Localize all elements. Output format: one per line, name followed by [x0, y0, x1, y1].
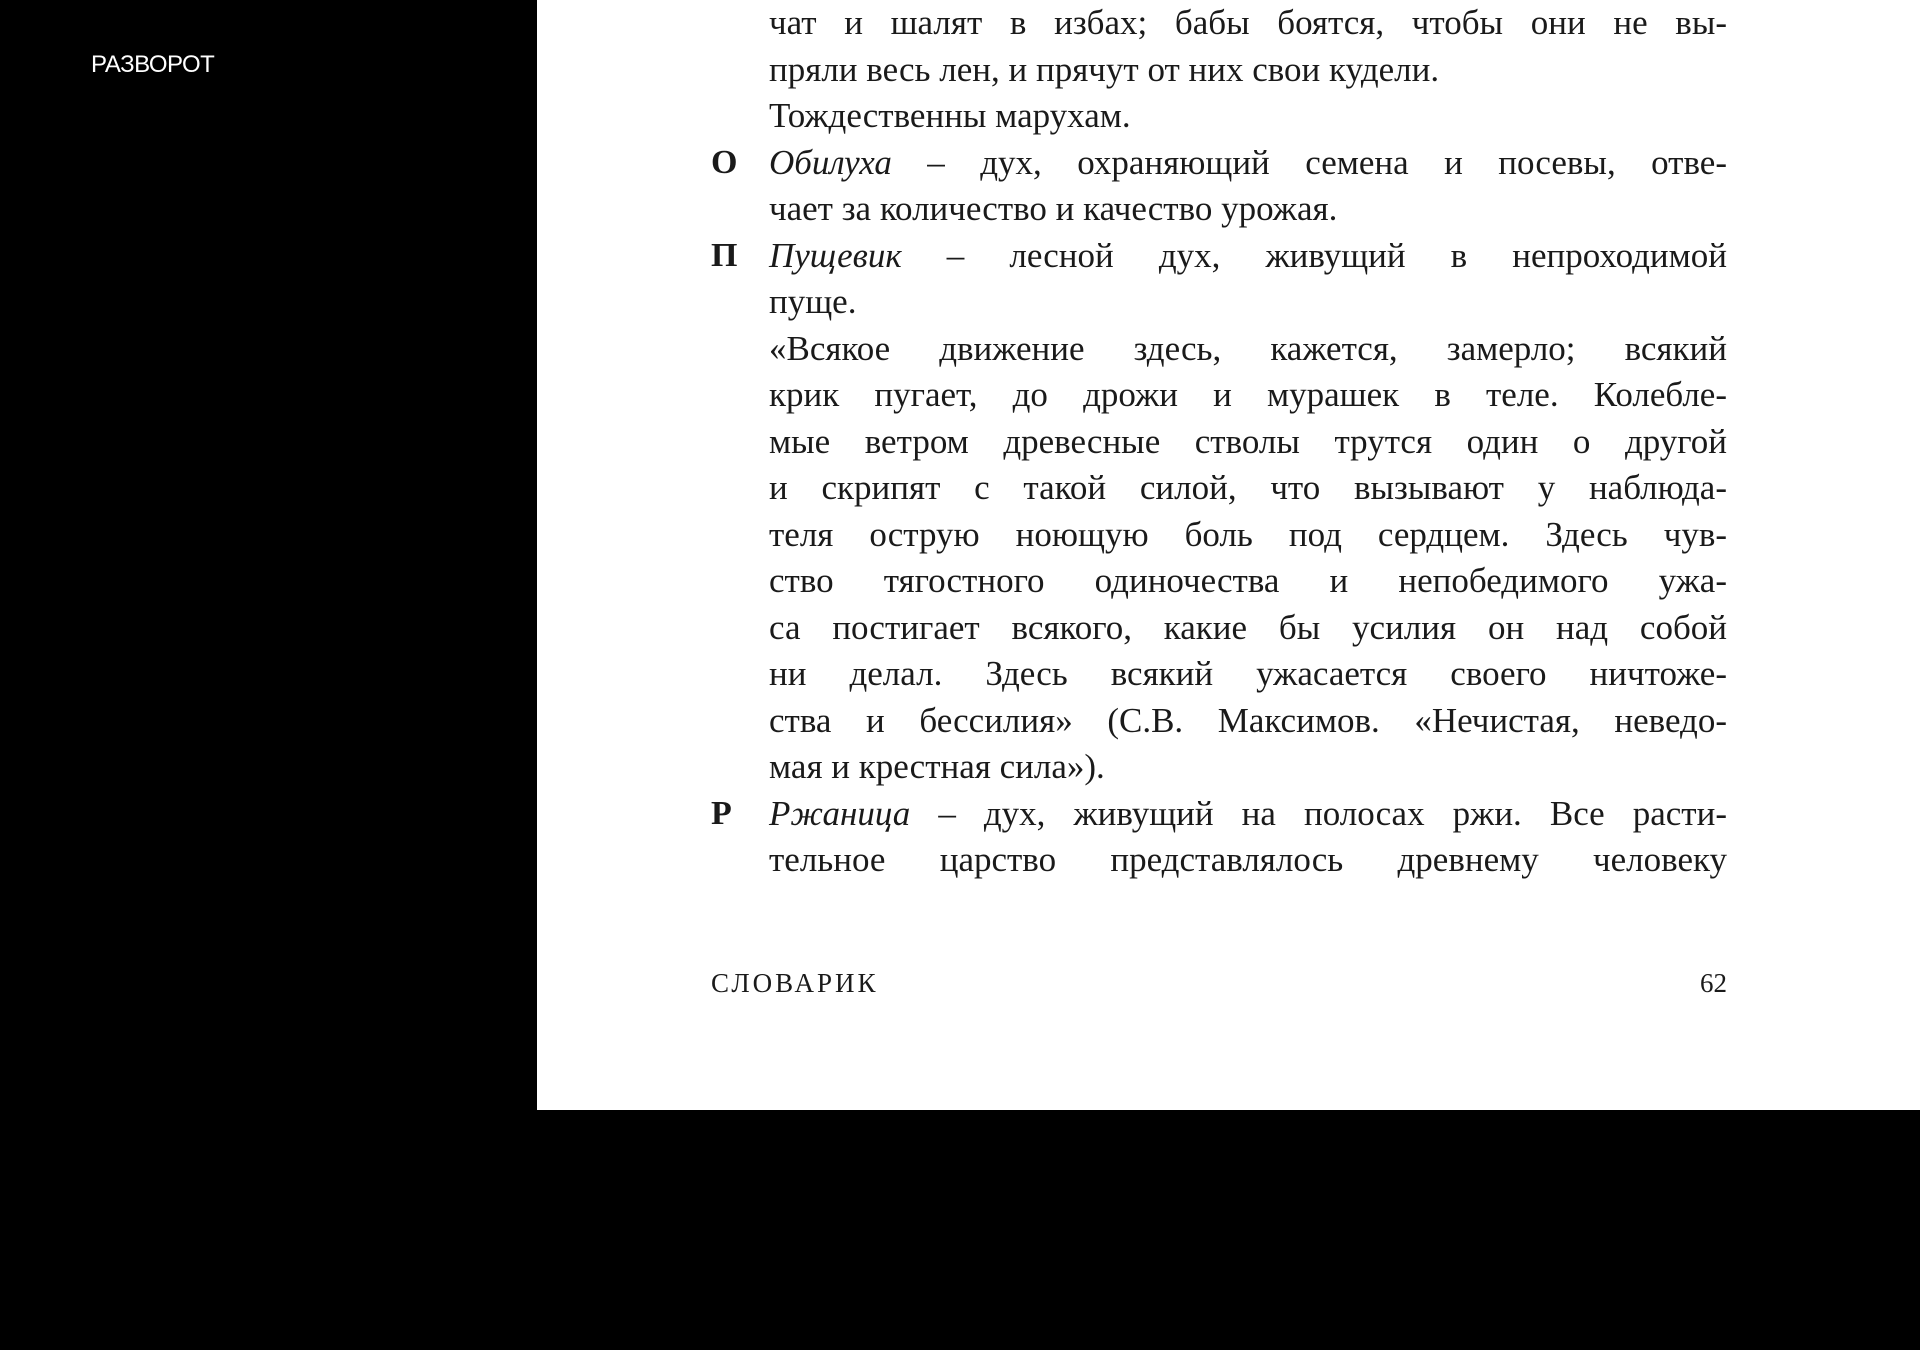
entry-definition: – дух, живущий на полосах ржи. Все расти- — [910, 793, 1727, 833]
entry-term: Пущевик — [769, 235, 902, 275]
quote-line: мые ветром древесные стволы трутся один о другой — [769, 421, 1727, 461]
quote-line: мая и крестная сила»). — [769, 747, 1105, 786]
text-line: чат и шалят в избах; бабы боятся, чтобы они не вы- — [769, 3, 1727, 42]
book-page — [537, 0, 1920, 1110]
entry-term: Ржаница — [769, 793, 911, 833]
quote-line: крик пугает, до дрожи и мурашек в теле. Колебле- — [769, 375, 1727, 414]
entry-term: Обилуха — [769, 142, 892, 182]
quote-line: ство тягостного одиночества и непобедимого ужа- — [769, 561, 1727, 600]
text-line: тельное царство представлялось древнему человеку — [769, 840, 1727, 879]
entry-definition: – дух, охраняющий семена и посевы, отве- — [891, 142, 1727, 182]
quote-line: и скрипят с такой силой, что вызывают у наблюда- — [769, 468, 1727, 507]
entry-letter: Р — [711, 794, 732, 832]
text-line: пуще. — [769, 282, 857, 321]
text-line: Тождественны марухам. — [769, 96, 1131, 135]
text-line — [769, 791, 1727, 838]
entry-letter: О — [711, 143, 738, 181]
text-line — [769, 233, 1727, 280]
text-line — [769, 140, 1727, 187]
page-number: 62 — [1700, 968, 1727, 998]
quote-line: ства и бессилия» (С.В. Максимов. «Нечистая, неведо- — [769, 700, 1727, 740]
quote-line: теля острую ноющую боль под сердцем. Здесь чув- — [769, 514, 1727, 554]
quote-line: са постигает всякого, какие бы усилия он над собой — [769, 607, 1727, 647]
quote-line: «Всякое движение здесь, кажется, замерло; всякий — [769, 328, 1727, 368]
text-column — [711, 0, 1727, 884]
text-line: пряли весь лен, и прячут от них свои кудели. — [769, 49, 1440, 89]
text-line: чает за количество и качество урожая. — [769, 189, 1338, 228]
dictionary-entry-p — [711, 233, 1727, 791]
section-label: РАЗВОРОТ — [91, 51, 215, 78]
entry-letter: П — [711, 236, 738, 274]
running-head: СЛОВАРИК — [711, 968, 879, 998]
entry-definition: – лесной дух, живущий в непроходимой — [901, 235, 1727, 275]
dictionary-entry-o — [711, 140, 1727, 233]
quote-line: ни делал. Здесь всякий ужасается своего ничтоже- — [769, 654, 1727, 693]
dictionary-entry-r — [711, 791, 1727, 884]
